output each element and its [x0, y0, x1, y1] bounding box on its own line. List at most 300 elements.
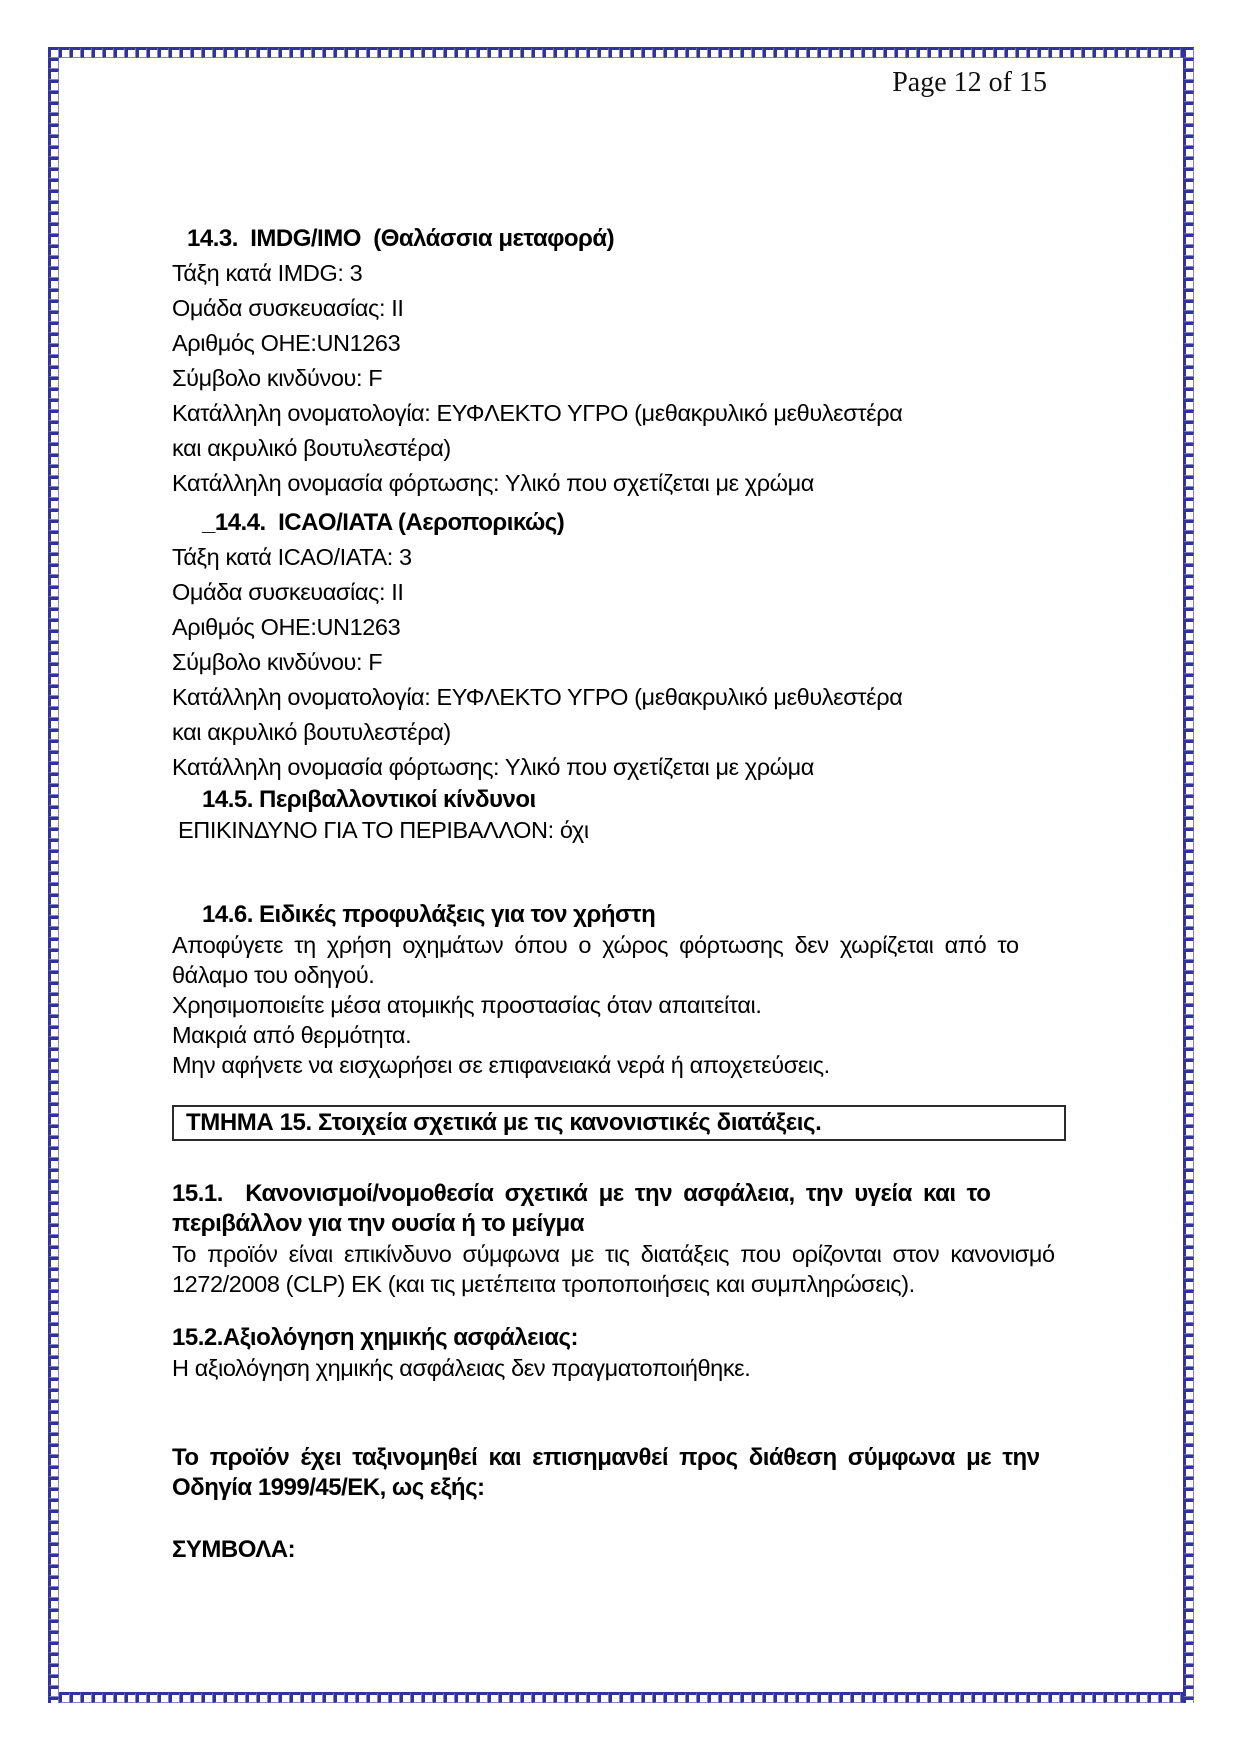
border-art-square [1183, 1598, 1194, 1609]
border-art-square [246, 1692, 257, 1703]
border-art-square [1170, 47, 1181, 58]
border-art-square [1183, 322, 1194, 333]
border-art-square [1183, 135, 1194, 146]
border-art-square [48, 652, 59, 663]
border-art-square [741, 47, 752, 58]
border-art-square [48, 542, 59, 553]
border-art-square [1049, 1692, 1060, 1703]
border-art-square [1183, 1290, 1194, 1301]
border-art-square [48, 520, 59, 531]
border-art-square [48, 1147, 59, 1158]
border-art-square [1183, 1158, 1194, 1169]
text-line: Ομάδα συσκευασίας: II [172, 579, 404, 605]
border-art-square [697, 47, 708, 58]
border-art-square [1183, 1268, 1194, 1279]
border-art-square [488, 47, 499, 58]
border-art-square [48, 1290, 59, 1301]
border-art-square [884, 1692, 895, 1703]
border-art-square [367, 47, 378, 58]
border-art-square [1183, 1114, 1194, 1125]
border-art-square [1183, 597, 1194, 608]
text-line: 15.1. Κανονισμοί/νομοθεσία σχετικά με την ασφάλεια, την υγεία και το [172, 1180, 991, 1207]
border-art-square [48, 960, 59, 971]
border-art-square [1183, 1059, 1194, 1070]
border-art-square [279, 47, 290, 58]
border-art-square [1183, 179, 1194, 190]
border-art-square [1183, 762, 1194, 773]
border-art-square [983, 47, 994, 58]
border-art-square [1183, 1004, 1194, 1015]
border-art-square [466, 47, 477, 58]
border-art-square [422, 47, 433, 58]
border-art-square [961, 1692, 972, 1703]
border-art-square [1183, 641, 1194, 652]
document-body [172, 221, 1055, 1565]
border-art-square [873, 47, 884, 58]
border-art-square [1183, 740, 1194, 751]
border-art-square [796, 47, 807, 58]
border-art-square [334, 47, 345, 58]
border-art-square [48, 80, 59, 91]
symbols-label [172, 1535, 1047, 1565]
border-art-square [246, 47, 257, 58]
border-art-square [48, 1312, 59, 1323]
border-art-square [48, 828, 59, 839]
section-14-5-heading [172, 785, 1047, 815]
section-15-1-heading [172, 1179, 1047, 1239]
text-line: 15.2.Αξιολόγηση χημικής ασφάλειας: [172, 1324, 578, 1351]
text-line: Σύμβολο κινδύνου: F [172, 365, 383, 391]
border-art-square [1183, 894, 1194, 905]
text-line: Οδηγία 1999/45/ΕΚ, ως εξής: [172, 1474, 485, 1501]
border-art-square [1183, 773, 1194, 784]
border-art-square [48, 696, 59, 707]
border-art-square [48, 1389, 59, 1400]
border-art-square [1183, 168, 1194, 179]
border-art-square [48, 1466, 59, 1477]
border-art-square [1183, 1301, 1194, 1312]
border-art-square [169, 1692, 180, 1703]
border-art-square [312, 47, 323, 58]
border-art-square [48, 1246, 59, 1257]
border-art-square [48, 971, 59, 982]
border-art-square [48, 509, 59, 520]
border-art-square [1183, 1576, 1194, 1587]
border-art-square [1082, 47, 1093, 58]
border-art-square [1183, 1213, 1194, 1224]
text-line: Ομάδα συσκευασίας: II [172, 295, 404, 321]
border-art-square [48, 190, 59, 201]
border-art-square [554, 47, 565, 58]
border-art-square [70, 1692, 81, 1703]
border-art-square [48, 740, 59, 751]
border-art-square [840, 47, 851, 58]
border-art-square [48, 1323, 59, 1334]
border-art-square [81, 1692, 92, 1703]
border-art-square [1183, 1488, 1194, 1499]
border-art-square [1183, 795, 1194, 806]
border-art-square [48, 1169, 59, 1180]
page-border-left [48, 47, 59, 1703]
border-art-square [48, 1037, 59, 1048]
border-art-square [1183, 685, 1194, 696]
border-art-square [48, 597, 59, 608]
border-art-square [675, 1692, 686, 1703]
border-art-square [48, 1081, 59, 1092]
text-line: Το προϊόν έχει ταξινομηθεί και επισημανθεί προς διάθεση σύμφωνα με την [172, 1444, 1040, 1471]
border-art-square [48, 718, 59, 729]
border-art-square [1183, 520, 1194, 531]
border-art-square [48, 608, 59, 619]
text-line: θάλαμο του οδηγού. [172, 962, 375, 988]
border-art-square [1183, 1224, 1194, 1235]
border-art-square [1183, 289, 1194, 300]
border-art-square [48, 267, 59, 278]
border-art-square [48, 256, 59, 267]
border-art-square [1071, 47, 1082, 58]
border-art-square [48, 894, 59, 905]
border-art-square [48, 949, 59, 960]
border-art-square [48, 1301, 59, 1312]
border-art-square [708, 47, 719, 58]
border-art-square [1183, 300, 1194, 311]
border-art-square [719, 1692, 730, 1703]
text-line: ΕΠΙΚΙΝΔΥΝΟ ΓΙΑ ΤΟ ΠΕΡΙΒΑΛΛΟΝ: όχι [178, 817, 589, 843]
border-art-square [917, 1692, 928, 1703]
border-art-square [1183, 113, 1194, 124]
border-art-square [48, 278, 59, 289]
border-art-square [48, 751, 59, 762]
border-art-square [1148, 1692, 1159, 1703]
border-art-square [48, 1257, 59, 1268]
border-art-square [48, 872, 59, 883]
border-art-square [1183, 157, 1194, 168]
border-art-square [983, 1692, 994, 1703]
border-art-square [488, 1692, 499, 1703]
text-line: 1272/2008 (CLP) ΕΚ (και τις μετέπειτα τροποποιήσεις και συμπληρώσεις). [172, 1271, 915, 1297]
border-art-square [1183, 432, 1194, 443]
border-art-square [1183, 905, 1194, 916]
border-art-square [1183, 1367, 1194, 1378]
border-art-square [444, 1692, 455, 1703]
border-art-square [312, 1692, 323, 1703]
border-art-square [48, 1334, 59, 1345]
border-art-square [48, 1213, 59, 1224]
border-art-square [1183, 366, 1194, 377]
border-art-square [48, 1092, 59, 1103]
border-art-square [48, 1345, 59, 1356]
border-art-square [1183, 58, 1194, 69]
border-art-square [477, 47, 488, 58]
border-art-square [1183, 102, 1194, 113]
border-art-square [708, 1692, 719, 1703]
border-art-square [180, 47, 191, 58]
border-art-square [48, 916, 59, 927]
border-art-square [48, 1059, 59, 1070]
border-art-square [1183, 91, 1194, 102]
border-art-square [48, 223, 59, 234]
border-art-square [1038, 47, 1049, 58]
border-art-square [48, 443, 59, 454]
border-art-square [48, 1664, 59, 1675]
border-art-square [1183, 916, 1194, 927]
border-art-square [1183, 1455, 1194, 1466]
border-art-square [664, 47, 675, 58]
border-art-square [939, 1692, 950, 1703]
border-art-square [48, 1521, 59, 1532]
border-art-square [48, 1554, 59, 1565]
section-15-2-heading [172, 1323, 1047, 1353]
border-art-square [48, 245, 59, 256]
border-art-square [48, 421, 59, 432]
border-art-square [48, 212, 59, 223]
border-art-square [48, 1103, 59, 1114]
border-art-square [301, 47, 312, 58]
border-art-square [1183, 960, 1194, 971]
border-art-square [1183, 1037, 1194, 1048]
border-art-square [422, 1692, 433, 1703]
border-art-square [48, 1125, 59, 1136]
text-line: Αποφύγετε τη χρήση οχημάτων όπου ο χώρος φόρτωσης δεν χωρίζεται από το [172, 932, 1019, 958]
section-14-4-heading [172, 505, 1047, 540]
border-art-square [521, 1692, 532, 1703]
border-art-square [455, 47, 466, 58]
border-art-square [1183, 1631, 1194, 1642]
border-art-square [268, 1692, 279, 1703]
border-art-square [664, 1692, 675, 1703]
border-art-square [48, 1422, 59, 1433]
border-art-square [1183, 1499, 1194, 1510]
border-art-square [48, 1587, 59, 1598]
border-art-square [48, 784, 59, 795]
border-art-square [323, 47, 334, 58]
border-art-square [48, 333, 59, 344]
border-art-square [48, 564, 59, 575]
border-art-square [1183, 1356, 1194, 1367]
border-art-square [48, 1367, 59, 1378]
border-art-square [752, 47, 763, 58]
border-art-square [257, 47, 268, 58]
border-art-square [48, 839, 59, 850]
border-art-square [48, 619, 59, 630]
border-art-square [895, 1692, 906, 1703]
border-art-square [1137, 47, 1148, 58]
border-art-square [1183, 1136, 1194, 1147]
border-art-square [92, 1692, 103, 1703]
border-art-square [268, 47, 279, 58]
border-art-square [48, 113, 59, 124]
border-art-square [1183, 201, 1194, 212]
border-art-square [48, 1400, 59, 1411]
border-art-square [928, 1692, 939, 1703]
border-art-square [510, 1692, 521, 1703]
border-art-square [1027, 1692, 1038, 1703]
border-art-square [279, 1692, 290, 1703]
border-art-square [1183, 245, 1194, 256]
text-line: 14.6. Ειδικές προφυλάξεις για τον χρήστη [202, 901, 656, 928]
border-art-square [1115, 1692, 1126, 1703]
border-art-square [917, 47, 928, 58]
border-art-square [356, 1692, 367, 1703]
border-art-square [1183, 608, 1194, 619]
border-art-square [411, 1692, 422, 1703]
border-art-square [1148, 47, 1159, 58]
border-art-square [48, 1180, 59, 1191]
border-art-square [1183, 1235, 1194, 1246]
border-art-square [1183, 1686, 1194, 1697]
border-art-square [1183, 1620, 1194, 1631]
border-art-square [730, 47, 741, 58]
border-art-square [48, 388, 59, 399]
border-art-square [1183, 234, 1194, 245]
border-art-square [1183, 784, 1194, 795]
border-art-square [686, 47, 697, 58]
border-art-square [48, 201, 59, 212]
border-art-square [48, 1675, 59, 1686]
border-art-square [1093, 47, 1104, 58]
section-14-6-para-2 [172, 990, 1047, 1080]
border-art-square [1183, 982, 1194, 993]
border-art-square [48, 1202, 59, 1213]
border-art-square [1183, 1323, 1194, 1334]
text-line: περιβάλλον για την ουσία ή το μείγμα [172, 1210, 584, 1237]
border-art-square [48, 476, 59, 487]
border-art-square [1183, 1477, 1194, 1488]
border-art-square [48, 850, 59, 861]
border-art-square [1183, 1609, 1194, 1620]
border-art-square [48, 575, 59, 586]
border-art-square [807, 1692, 818, 1703]
section-15-1-body [172, 1239, 1055, 1299]
border-art-square [48, 927, 59, 938]
border-art-square [48, 1620, 59, 1631]
border-art-square [565, 47, 576, 58]
border-art-square [1183, 465, 1194, 476]
border-art-square [1183, 1015, 1194, 1026]
border-art-square [1183, 212, 1194, 223]
border-art-square [444, 47, 455, 58]
border-art-square [1170, 1692, 1181, 1703]
border-art-square [48, 1686, 59, 1697]
border-art-square [576, 47, 587, 58]
text-line: ΤΜΗΜΑ 15. Στοιχεία σχετικά με τις κανονιστικές διατάξεις. [186, 1109, 822, 1136]
border-art-square [1115, 47, 1126, 58]
border-art-square [1016, 1692, 1027, 1703]
border-art-square [972, 47, 983, 58]
border-art-square [1183, 839, 1194, 850]
border-art-square [1183, 1400, 1194, 1411]
border-art-square [389, 47, 400, 58]
border-art-square [1183, 575, 1194, 586]
border-art-square [565, 1692, 576, 1703]
border-art-square [1183, 1543, 1194, 1554]
border-art-square [180, 1692, 191, 1703]
section-15-2-body [172, 1353, 1047, 1383]
border-art-square [1183, 1345, 1194, 1356]
border-art-square [1183, 806, 1194, 817]
border-art-square [169, 47, 180, 58]
border-art-square [191, 1692, 202, 1703]
border-art-square [48, 707, 59, 718]
border-art-square [1183, 993, 1194, 1004]
border-art-square [1183, 564, 1194, 575]
border-art-square [48, 146, 59, 157]
border-art-square [433, 47, 444, 58]
border-art-square [697, 1692, 708, 1703]
border-art-square [48, 355, 59, 366]
border-art-square [1126, 47, 1137, 58]
border-art-square [345, 1692, 356, 1703]
border-art-square [48, 1576, 59, 1587]
border-art-square [48, 630, 59, 641]
border-art-square [1005, 47, 1016, 58]
border-art-square [906, 1692, 917, 1703]
border-art-square [1093, 1692, 1104, 1703]
border-art-square [1183, 399, 1194, 410]
border-art-square [829, 1692, 840, 1703]
border-art-square [48, 685, 59, 696]
border-art-square [48, 135, 59, 146]
border-art-square [1183, 553, 1194, 564]
section-14-5-details [172, 815, 1047, 845]
border-art-square [48, 1356, 59, 1367]
border-art-square [1183, 1257, 1194, 1268]
border-art-square [807, 47, 818, 58]
border-art-square [1183, 1147, 1194, 1158]
border-art-square [1183, 410, 1194, 421]
border-art-square [48, 1235, 59, 1246]
text-line: Μακριά από θερμότητα. [172, 1022, 412, 1048]
border-art-square [994, 47, 1005, 58]
text-line: Χρησιμοποιείτε μέσα ατομικής προστασίας όταν απαιτείται. [172, 992, 762, 1018]
page-border-right [1183, 47, 1194, 1703]
border-art-square [466, 1692, 477, 1703]
text-line: Η αξιολόγηση χημικής ασφάλειας δεν πραγματοποιήθηκε. [172, 1355, 751, 1381]
border-art-square [92, 47, 103, 58]
border-art-square [1183, 718, 1194, 729]
border-art-square [1183, 1389, 1194, 1400]
border-art-square [235, 1692, 246, 1703]
section-14-4-details [172, 540, 1047, 785]
border-art-square [1183, 872, 1194, 883]
border-art-square [928, 47, 939, 58]
border-art-square [202, 47, 213, 58]
border-art-square [323, 1692, 334, 1703]
border-art-square [1183, 1565, 1194, 1576]
border-art-square [378, 1692, 389, 1703]
border-art-square [224, 47, 235, 58]
border-art-square [1183, 971, 1194, 982]
border-art-square [1159, 47, 1170, 58]
text-line: Τάξη κατά IMDG: 3 [172, 260, 363, 286]
text-line: Κατάλληλη ονοματολογία: ΕΥΦΛΕΚΤΟ ΥΓΡΟ (μεθακρυλικό μεθυλεστέρα [172, 400, 903, 426]
border-art-square [356, 47, 367, 58]
border-art-square [48, 1026, 59, 1037]
text-line: ΣΥΜΒΟΛΑ: [172, 1536, 296, 1563]
border-art-square [1183, 729, 1194, 740]
border-art-square [620, 1692, 631, 1703]
border-art-square [48, 674, 59, 685]
border-art-square [1183, 509, 1194, 520]
page-number-header: Page 12 of 15 [892, 67, 1047, 98]
border-art-square [48, 1070, 59, 1081]
border-art-square [48, 531, 59, 542]
border-art-square [1183, 927, 1194, 938]
border-art-square [48, 993, 59, 1004]
border-art-square [48, 1004, 59, 1015]
border-art-square [48, 124, 59, 135]
border-art-square [48, 1224, 59, 1235]
